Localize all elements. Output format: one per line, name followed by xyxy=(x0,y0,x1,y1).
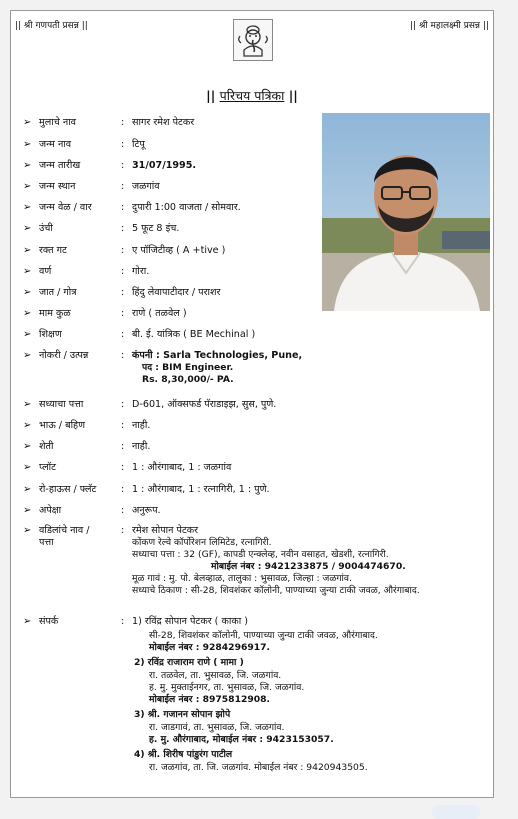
bullet-arrow-icon: ➢ xyxy=(23,181,32,192)
contact-mobile: मोबाईल नंबर : 8975812908. xyxy=(149,694,271,705)
field-value: जळगांव xyxy=(132,181,160,192)
field-value: D-601, ऑक्सफर्ड पॅराडाइझ, सुस, पुणे. xyxy=(132,399,277,410)
field-value: 1 : औरंगाबाद, 1 : जळगांव xyxy=(132,462,232,473)
field-label: जात / गोत्र xyxy=(39,287,77,298)
bullet-arrow-icon: ➢ xyxy=(23,329,32,340)
field-label: जन्म नाव xyxy=(39,139,72,150)
father-mobile: मोबाईल नंबर : 9421233875 / 9004474670. xyxy=(211,561,406,572)
field-value: नाही. xyxy=(132,420,151,431)
field-label: प्लॉट xyxy=(39,462,56,473)
contact-mobile: मोबाईल नंबर : 9284296917. xyxy=(149,642,271,653)
field-value: ए पॉजिटीव्ह ( A +tive ) xyxy=(132,245,226,256)
father-line: कोंकण रेल्वे कॉर्पोरेशन लिमिटेड, रत्नागिरी. xyxy=(132,537,272,548)
job-designation: पद : BIM Engineer. xyxy=(142,362,234,373)
contact-line: ह. मु. मुक्ताईनगर, ता. भुसावळ, जि. जळगांव. xyxy=(149,682,305,693)
contact-line: रा. जळगांव, ता. जि. जळगांव. मोबाईल नंबर : 9420943505. xyxy=(149,762,368,773)
bullet-arrow-icon: ➢ xyxy=(23,117,32,128)
field-value: हिंदु लेवापाटीदार / पराशर xyxy=(132,287,221,298)
contact-name: 3) श्री. गजानन सोपान झोपे xyxy=(134,709,231,720)
field-value: कंपनी : Sarla Technologies, Pune, xyxy=(132,350,303,361)
field-label: वर्ण xyxy=(39,266,52,277)
job-income: Rs. 8,30,000/- PA. xyxy=(142,374,234,385)
field-label: माम कुळ xyxy=(39,308,71,319)
field-value: नाही. xyxy=(132,441,151,452)
ganesha-icon xyxy=(233,19,273,61)
field-label: नोकरी / उत्पन्न xyxy=(39,350,89,361)
bullet-arrow-icon: ➢ xyxy=(23,505,32,516)
scroll-indicator xyxy=(432,805,480,819)
field-value: सागर रमेश पेटकर xyxy=(132,117,195,128)
field-label: अपेक्षा xyxy=(39,505,62,516)
biodata-page: || श्री गणपती प्रसन्न || || श्री महालक्ष्मी प्रसन्न || || परिचय पत्रिका || ➢ मुलाचे नाव : सागर रमेश पेटकर ➢ जन्म नाव : टिपू ➢ जन्म तारीख : 31/07/1995. ➢ जन्म स्थान : जळगांव ➢ जन्म वेळ / वार : दुपारी 1:00 वाजता / सोमवार. ➢ उंची : 5 फूट 8 इंच. ➢ रक्त गट : ए पॉजिटीव्ह ( A +tive ) ➢ वर्ण : गोरा. ➢ जात / गोत्र : हिंदु लेवापाटीदार / पराशर ➢ माम कुळ : राणे ( तळवेल ) ➢ शिक्षण : बी. ई. यांत्रिक ( BE Mechinal ) ➢ नोकरी / उत्पन्न : कंपनी : Sarla Technologies, Pune, पद : BIM Engineer. Rs. 8,30,000/- PA. ➢ सध्याचा पत्ता : D-601, ऑक्सफर्ड पॅराडाइझ, सुस, पुणे. ➢ भाऊ / बहिण : नाही. ➢ शेती : नाही. ➢ प्लॉट : 1 : औरंगाबाद, 1 : जळगांव ➢ रो-हाऊस / फ्लॅट : 1 : औरंगाबाद, 1 : रत्नागिरी, 1 : पुणे. ➢ अपेक्षा : अनुरूप. ➢ वडिलांचे नाव / : रमेश सोपान पेटकर पत्ता कोंकण रेल्वे कॉर्पोरेशन लिमिटेड, रत्नागिरी. सध्याचा पत्ता : 32 (GF), कापडी एन्क्लेव्ह, नवीन वसाहत, खेडशी, रत्नागिरी. मोबाईल नंबर : 9421233875 / 9004474670. मूळ गावं : मु. पो. बेलव्हाळ, तालुका : भुसावळ, जिल्हा : जळगांव. सध्याचे ठिकाण : सी-28, शिवशंकर कॉलोनी, पाण्याच्या जुन्या टाकी जवळ, औरंगाबाद. ➢ संपर्क : 1) रविंद्र सोपान पेटकर ( काका ) सी-28, शिवशंकर कॉलोनी, पाण्याच्या जुन्या टाकी जवळ, औरंगाबाद. मोबाईल नंबर : 9284296917. 2) रविंद्र राजाराम राणे ( मामा ) रा. तळवेल, ता. भुसावळ, जि. जळगांव. ह. मु. मुक्ताईनगर, ता. भुसावळ, जि. जळगांव. मोबाईल नंबर : 8975812908. 3) श्री. गजानन सोपान झोपे रा. जाडगावं, ता. भुसावळ, जि. जळगांव. ह. मु. औरंगाबाद, मोबाईल नंबर : 9423153057. 4) श्री. शिरीष पांडुरंग पाटील रा. जळगांव, ता. जि. जळगांव. मोबाईल नंबर : 9420943505. xyxy=(10,10,494,798)
header-left-blessing: || श्री गणपती प्रसन्न || xyxy=(15,21,88,31)
bullet-arrow-icon: ➢ xyxy=(23,223,32,234)
bullet-arrow-icon: ➢ xyxy=(23,308,32,319)
field-value: दुपारी 1:00 वाजता / सोमवार. xyxy=(132,202,241,213)
field-label: भाऊ / बहिण xyxy=(39,420,86,431)
bullet-arrow-icon: ➢ xyxy=(23,420,32,431)
field-label: वडिलांचे नाव / xyxy=(39,525,90,536)
field-label: जन्म तारीख xyxy=(39,160,81,171)
contact-name: 2) रविंद्र राजाराम राणे ( मामा ) xyxy=(134,657,244,668)
field-value: 1 : औरंगाबाद, 1 : रत्नागिरी, 1 : पुणे. xyxy=(132,484,270,495)
bullet-arrow-icon: ➢ xyxy=(23,245,32,256)
contact-mobile: ह. मु. औरंगाबाद, मोबाईल नंबर : 9423153057. xyxy=(149,734,334,745)
page-title: || परिचय पत्रिका || xyxy=(206,88,298,103)
field-value: रमेश सोपान पेटकर xyxy=(132,525,199,536)
father-line: मूळ गावं : मु. पो. बेलव्हाळ, तालुका : भुसावळ, जिल्हा : जळगांव. xyxy=(132,573,352,584)
bullet-arrow-icon: ➢ xyxy=(23,287,32,298)
field-label: जन्म स्थान xyxy=(39,181,76,192)
bullet-arrow-icon: ➢ xyxy=(23,202,32,213)
field-label: मुलाचे नाव xyxy=(39,117,77,128)
field-label: जन्म वेळ / वार xyxy=(39,202,92,213)
bullet-arrow-icon: ➢ xyxy=(23,441,32,452)
field-label: शेती xyxy=(39,441,54,452)
bullet-arrow-icon: ➢ xyxy=(23,160,32,171)
field-value: 31/07/1995. xyxy=(132,160,197,171)
bullet-arrow-icon: ➢ xyxy=(23,484,32,495)
bullet-arrow-icon: ➢ xyxy=(23,616,32,627)
field-label: सध्याचा पत्ता xyxy=(39,399,84,410)
field-label: उंची xyxy=(39,223,53,234)
title-text: परिचय पत्रिका xyxy=(219,88,285,103)
contact-line: सी-28, शिवशंकर कॉलोनी, पाण्याच्या जुन्या टाकी जवळ, औरंगाबाद. xyxy=(149,630,378,641)
field-label: रो-हाऊस / फ्लॅट xyxy=(39,484,97,495)
bullet-arrow-icon: ➢ xyxy=(23,399,32,410)
field-value: राणे ( तळवेल ) xyxy=(132,308,187,319)
bullet-arrow-icon: ➢ xyxy=(23,139,32,150)
contact-line: रा. तळवेल, ता. भुसावळ, जि. जळगांव. xyxy=(149,670,282,681)
father-line: सध्याचा पत्ता : 32 (GF), कापडी एन्क्लेव्ह, नवीन वसाहत, खेडशी, रत्नागिरी. xyxy=(132,549,389,560)
field-label: पत्ता xyxy=(39,537,54,548)
field-value: अनुरूप. xyxy=(132,505,161,516)
field-value: बी. ई. यांत्रिक ( BE Mechinal ) xyxy=(132,329,256,340)
field-label: शिक्षण xyxy=(39,329,62,340)
field-value: गोरा. xyxy=(132,266,150,277)
bullet-arrow-icon: ➢ xyxy=(23,350,32,361)
contact-name: 4) श्री. शिरीष पांडुरंग पाटील xyxy=(134,749,233,760)
field-value: टिपू xyxy=(132,139,145,150)
contact-line: रा. जाडगावं, ता. भुसावळ, जि. जळगांव. xyxy=(149,722,285,733)
header-right-blessing: || श्री महालक्ष्मी प्रसन्न || xyxy=(410,21,489,31)
bullet-arrow-icon: ➢ xyxy=(23,266,32,277)
field-label: रक्त गट xyxy=(39,245,67,256)
field-value: 5 फूट 8 इंच. xyxy=(132,223,180,234)
field-value: 1) रविंद्र सोपान पेटकर ( काका ) xyxy=(132,616,248,627)
field-label: संपर्क xyxy=(39,616,59,627)
bullet-arrow-icon: ➢ xyxy=(23,462,32,473)
bullet-arrow-icon: ➢ xyxy=(23,525,32,536)
father-line: सध्याचे ठिकाण : सी-28, शिवशंकर कॉलोनी, पाण्याच्या जुन्या टाकी जवळ, औरंगाबाद. xyxy=(132,585,420,596)
